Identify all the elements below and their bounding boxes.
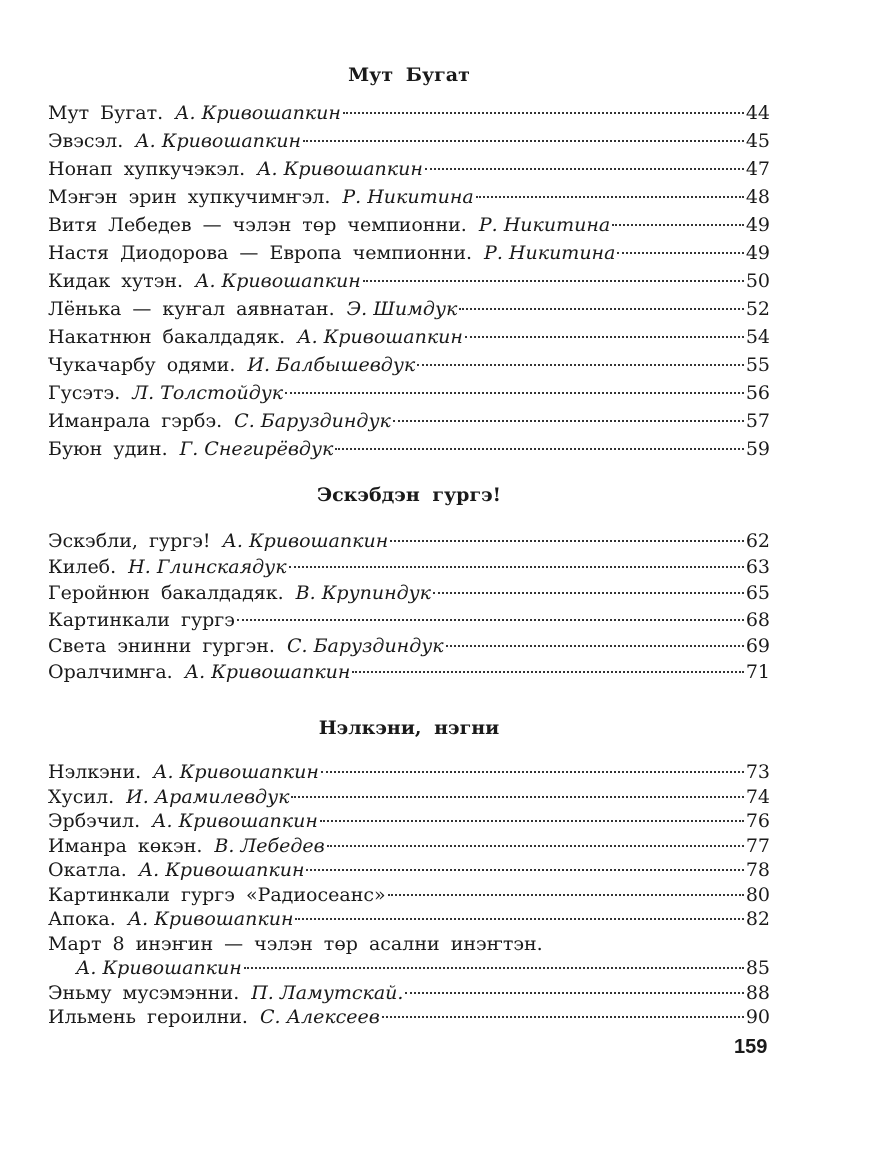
entry-page: 82 bbox=[745, 908, 770, 931]
entry-page: 50 bbox=[745, 270, 770, 292]
entry-page: 69 bbox=[745, 634, 770, 657]
toc-entry bbox=[48, 351, 770, 379]
dot-leader bbox=[417, 364, 744, 366]
page-number: 159 bbox=[734, 1036, 768, 1058]
entry-page: 74 bbox=[745, 785, 770, 808]
dot-leader bbox=[363, 280, 744, 282]
entry-author: А. Кривошапкин bbox=[135, 130, 302, 152]
dot-leader bbox=[327, 845, 744, 847]
entry-title: Кидак хутэн. bbox=[48, 270, 184, 292]
entry-author: С. Алексеев bbox=[259, 1006, 380, 1029]
entry-page: 76 bbox=[745, 810, 770, 833]
entry-author: А. Кривошапкин bbox=[138, 859, 305, 882]
dot-leader bbox=[459, 308, 743, 310]
entry-page: 56 bbox=[745, 382, 770, 404]
entry-author: С. Баруздиндук bbox=[234, 410, 391, 432]
dot-leader bbox=[612, 224, 744, 226]
entry-title: Лёнька — куҥал аявнатан. bbox=[48, 298, 335, 320]
entry-author: Н. Глинскаядук bbox=[128, 556, 287, 579]
dot-leader bbox=[393, 420, 744, 422]
toc-section bbox=[48, 61, 770, 463]
toc-entry-continuation bbox=[48, 956, 770, 981]
entry-page: 44 bbox=[745, 102, 770, 124]
entry-title: Оралчимҥа. bbox=[48, 660, 173, 683]
entry-page: 45 bbox=[745, 130, 770, 152]
entry-title: Геройнюн бакалдадяк. bbox=[48, 582, 284, 605]
entry-page: 73 bbox=[745, 761, 770, 784]
entry-author: Г. Снегирёвдук bbox=[179, 438, 334, 460]
entry-page: 57 bbox=[745, 410, 770, 432]
entry-author: А. Кривошапкин bbox=[184, 660, 351, 683]
toc-entry bbox=[48, 883, 770, 908]
dot-leader bbox=[244, 967, 744, 969]
entry-page: 80 bbox=[745, 883, 770, 906]
entry-page: 49 bbox=[745, 214, 770, 236]
dot-leader bbox=[237, 619, 744, 621]
entry-page: 47 bbox=[745, 158, 770, 180]
entry-author: С. Баруздиндук bbox=[286, 634, 444, 657]
entry-title: Накатнюн бакалдадяк. bbox=[48, 326, 286, 348]
dot-leader bbox=[285, 392, 744, 394]
toc-entry bbox=[48, 858, 770, 883]
entry-page: 90 bbox=[745, 1006, 770, 1029]
toc-entry bbox=[48, 809, 770, 834]
entry-author: П. Ламутскай. bbox=[251, 981, 404, 1004]
dot-leader bbox=[303, 140, 744, 142]
entry-title: Эрбэчил. bbox=[48, 810, 141, 833]
toc-entry bbox=[48, 379, 770, 407]
toc-entry bbox=[48, 580, 770, 606]
entry-author: А. Кривошапкин bbox=[175, 102, 341, 124]
dot-leader bbox=[476, 196, 744, 198]
entry-page: 68 bbox=[745, 608, 770, 631]
entry-author: Р. Никитина bbox=[478, 214, 611, 236]
entry-author: Р. Никитина bbox=[484, 242, 616, 264]
dot-leader bbox=[352, 671, 743, 673]
dot-leader bbox=[433, 592, 744, 594]
toc-entry bbox=[48, 295, 770, 323]
entry-page: 78 bbox=[745, 859, 770, 882]
entry-author: И. Арамилевдук bbox=[126, 785, 290, 808]
dot-leader bbox=[289, 566, 744, 568]
entry-author: Э. Шимдук bbox=[346, 298, 458, 320]
entry-title: Витя Лебедев — чэлэн төр чемпионни. bbox=[48, 214, 467, 236]
entry-title: Чукачарбу одями. bbox=[48, 354, 236, 376]
entry-author: А. Кривошапкин bbox=[127, 908, 294, 931]
dot-leader bbox=[390, 540, 744, 542]
toc-entry bbox=[48, 834, 770, 859]
entry-author: А. Кривошапкин bbox=[297, 326, 463, 348]
entry-title: Иманра көкэн. bbox=[48, 834, 203, 857]
entry-author: В. Лебедев bbox=[214, 834, 325, 857]
toc-entry bbox=[48, 183, 770, 211]
toc-entry bbox=[48, 659, 770, 685]
entry-author: А. Кривошапкин bbox=[222, 530, 389, 552]
section-title: Мут Бугат bbox=[348, 64, 470, 86]
entry-title: Картинкали гургэ «Радиосеанс» bbox=[48, 883, 386, 906]
toc-section bbox=[48, 714, 770, 1030]
entry-title: Света энинни гургэн. bbox=[48, 634, 275, 657]
entry-title: Гусэтэ. bbox=[48, 382, 121, 404]
table-of-contents bbox=[48, 61, 770, 1030]
toc-section bbox=[48, 481, 770, 685]
dot-leader bbox=[617, 252, 743, 254]
dot-leader bbox=[465, 336, 744, 338]
entry-page: 49 bbox=[745, 242, 770, 264]
entry-title: Март 8 инэҥин — чэлэн төр асални инэҥтэн. bbox=[48, 932, 543, 955]
entry-author: А. Кривошапкин bbox=[153, 761, 319, 784]
dot-leader bbox=[291, 796, 743, 798]
toc-entry bbox=[48, 435, 770, 463]
toc-entry bbox=[48, 323, 770, 351]
section-title: Нэлкэни, нэгни bbox=[318, 717, 500, 740]
entry-title: Апока. bbox=[48, 908, 116, 931]
entry-page: 55 bbox=[745, 354, 770, 376]
entry-title: Мут Бугат. bbox=[48, 102, 164, 124]
toc-entry bbox=[48, 760, 770, 785]
toc-entry bbox=[48, 528, 770, 554]
entry-title: Эньму мусэмэнни. bbox=[48, 981, 240, 1004]
dot-leader bbox=[382, 1016, 744, 1018]
toc-entry bbox=[48, 607, 770, 633]
toc-entry bbox=[48, 981, 770, 1006]
toc-entry bbox=[48, 1005, 770, 1030]
entry-title: Нонап хупкучэкэл. bbox=[48, 158, 246, 180]
toc-entry bbox=[48, 932, 770, 957]
entry-page: 65 bbox=[745, 582, 770, 605]
toc-entry bbox=[48, 785, 770, 810]
toc-entry bbox=[48, 407, 770, 435]
dot-leader bbox=[425, 168, 744, 170]
toc-entry bbox=[48, 211, 770, 239]
entry-page: 63 bbox=[745, 556, 770, 579]
entry-author: А. Кривошапкин bbox=[76, 957, 242, 980]
section-title: Эскэбдэн гургэ! bbox=[316, 484, 502, 506]
entry-title: Иманрала гэрбэ. bbox=[48, 410, 223, 432]
entry-page: 62 bbox=[745, 530, 770, 552]
entry-title: Хусил. bbox=[48, 785, 115, 808]
dot-leader bbox=[295, 918, 743, 920]
dot-leader bbox=[320, 820, 744, 822]
toc-entry bbox=[48, 267, 770, 295]
entry-author: А. Кривошапкин bbox=[195, 270, 361, 292]
entry-title: Настя Диодорова — Европа чемпионни. bbox=[48, 242, 473, 264]
entry-title: Эскэбли, гургэ! bbox=[48, 530, 211, 552]
dot-leader bbox=[306, 869, 743, 871]
entry-title: Мэҥэн эрин хупкучимҥэл. bbox=[48, 186, 331, 208]
entry-page: 88 bbox=[745, 981, 770, 1004]
entry-title: Нэлкэни. bbox=[48, 761, 142, 784]
entry-title: Буюн удин. bbox=[48, 438, 168, 460]
entry-page: 77 bbox=[745, 834, 770, 857]
toc-entry bbox=[48, 239, 770, 267]
entry-title: Ильмень героилни. bbox=[48, 1006, 248, 1029]
toc-entry bbox=[48, 155, 770, 183]
entry-author: Л. Толстойдук bbox=[132, 382, 284, 404]
entry-author: Р. Никитина bbox=[342, 186, 474, 208]
toc-entry bbox=[48, 633, 770, 659]
entry-page: 71 bbox=[745, 660, 770, 683]
toc-entry bbox=[48, 99, 770, 127]
toc-entry bbox=[48, 127, 770, 155]
toc-entry bbox=[48, 907, 770, 932]
entry-author: В. Крупиндук bbox=[295, 582, 432, 605]
entry-page: 52 bbox=[745, 298, 770, 320]
entry-title: Картинкали гургэ bbox=[48, 608, 235, 631]
entry-title: Окатла. bbox=[48, 859, 127, 882]
entry-page: 59 bbox=[745, 438, 770, 460]
dot-leader bbox=[446, 645, 744, 647]
entry-author: И. Балбышевдук bbox=[247, 354, 416, 376]
entry-page: 48 bbox=[745, 186, 770, 208]
entry-title: Эвэсэл. bbox=[48, 130, 124, 152]
dot-leader bbox=[405, 992, 743, 994]
dot-leader bbox=[321, 771, 744, 773]
entry-page: 85 bbox=[745, 957, 770, 980]
entry-author: А. Кривошапкин bbox=[257, 158, 423, 180]
entry-author: А. Кривошапкин bbox=[152, 810, 318, 833]
dot-leader bbox=[335, 448, 744, 450]
entry-title: Килеб. bbox=[48, 556, 117, 579]
entry-page: 54 bbox=[745, 326, 770, 348]
dot-leader bbox=[388, 894, 744, 896]
dot-leader bbox=[343, 112, 744, 114]
toc-entry bbox=[48, 554, 770, 580]
